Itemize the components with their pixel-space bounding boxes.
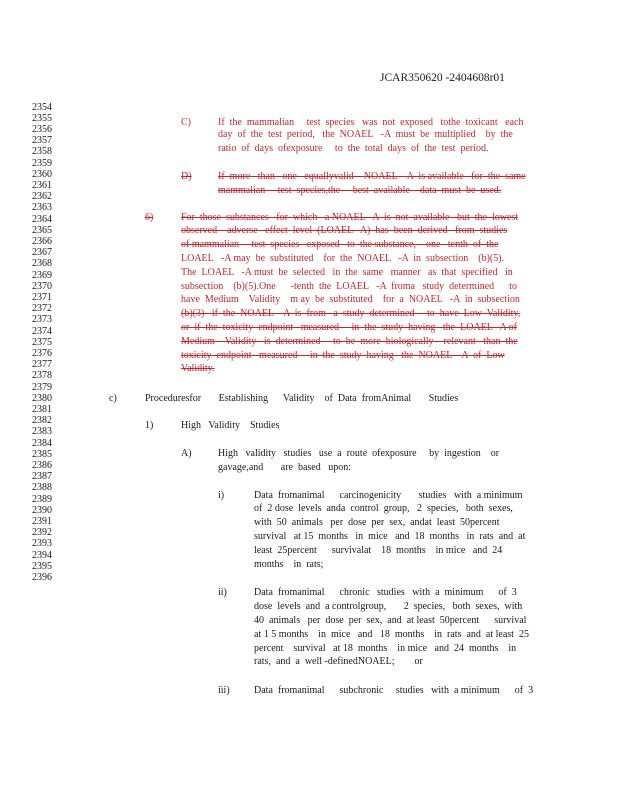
line-number: 2368 xyxy=(32,258,52,270)
line-number: 2381 xyxy=(32,403,52,415)
line-number: 2359 xyxy=(32,157,52,169)
line-number: 2374 xyxy=(32,325,52,337)
line-number: 2389 xyxy=(32,493,52,505)
item-i-line: least 25percent survivalat 18 months in mice and 24 xyxy=(254,545,503,556)
line-number: 2355 xyxy=(32,112,52,124)
line-number: 2387 xyxy=(32,471,52,483)
line-number: 2372 xyxy=(32,303,52,315)
item-i-line: survival at 15 months in mice and 18 months in rats and at xyxy=(254,531,526,542)
line-number: 2362 xyxy=(32,191,52,203)
item-ii-line: rats, and a well -definedNOAEL; or xyxy=(254,656,423,667)
line-number: 2369 xyxy=(32,269,52,281)
item-c-line: day of the test period, the NOAEL -A must be multiplied by the xyxy=(218,129,513,140)
item-i-line: of 2 dose levels anda control group, 2 species, both sexes, xyxy=(254,503,513,514)
section-c-label: c) xyxy=(109,393,117,404)
line-number: 2356 xyxy=(32,123,52,135)
item-i-line: Data fromanimal carcinogenicity studies with a minimum xyxy=(254,490,523,501)
item-c-label: C) xyxy=(181,117,191,128)
item-6-line: The LOAEL -A must be selected in the same manner as that specified in xyxy=(181,267,513,278)
item-6-line: or if the toxicity endpoint measured in the study having the LOAEL A of xyxy=(181,322,517,333)
line-number: 2379 xyxy=(32,381,52,393)
item-c-line: ratio of days ofexposure to the total days of the test period. xyxy=(218,143,489,154)
item-ii-label: ii) xyxy=(218,587,227,598)
subsection-1-label: 1) xyxy=(145,420,154,431)
line-number: 2375 xyxy=(32,336,52,348)
item-6-line: Validity. xyxy=(181,363,215,374)
line-number: 2373 xyxy=(32,314,52,326)
line-number: 2371 xyxy=(32,291,52,303)
line-number: 2391 xyxy=(32,515,52,527)
item-6-line: of mammalian test species exposed to the substance, one tenth of the xyxy=(181,239,499,250)
line-number: 2363 xyxy=(32,202,52,214)
item-ii-line: at 1 5 months in mice and 18 months in rats and at least 25 xyxy=(254,629,529,640)
line-number: 2377 xyxy=(32,359,52,371)
line-number: 2386 xyxy=(32,459,52,471)
line-number: 2382 xyxy=(32,415,52,427)
line-number: 2376 xyxy=(32,347,52,359)
item-6-line: toxicity endpoint measured in the study having the NOAEL A of Low xyxy=(181,350,505,361)
item-iii-label: iii) xyxy=(218,685,230,696)
line-number: 2366 xyxy=(32,235,52,247)
item-6-line: Medium Validity is determined to be more biologically relevant than the xyxy=(181,336,518,347)
line-number: 2358 xyxy=(32,146,52,158)
document-header: JCAR350620 -2404608r01 xyxy=(380,72,505,84)
line-number: 2370 xyxy=(32,280,52,292)
item-d-label: D) xyxy=(181,171,192,182)
line-number: 2396 xyxy=(32,571,52,583)
item-ii-line: dose levels and a controlgroup, 2 species, both sexes, with xyxy=(254,601,523,612)
item-d-line: If more than one equallyvalid NOAEL A is available for the same xyxy=(218,171,526,182)
line-number: 2364 xyxy=(32,213,52,225)
item-ii-line: 40 animals per dose per sex, and at least 50percent survival xyxy=(254,615,527,626)
line-number: 2385 xyxy=(32,448,52,460)
item-6-line: For those substances for which a NOAEL A is not available but the lowest xyxy=(181,212,519,223)
item-d-line: mammalian test species,the best available data must be used. xyxy=(218,185,502,196)
line-number: 2383 xyxy=(32,426,52,438)
item-6-line: (b)(3) if the NOAEL A is from a study determined to have Low Validity, xyxy=(181,308,521,319)
item-6-line: observed adverse effect level (LOAEL A) has been derived from studies xyxy=(181,225,508,236)
item-i-line: months in rats; xyxy=(254,559,324,570)
item-6-line: LOAEL -A may be substituted for the NOAEL -A in subsection (b)(5). xyxy=(181,253,505,264)
line-number: 2378 xyxy=(32,370,52,382)
item-iii-line: Data fromanimal subchronic studies with a minimum of 3 xyxy=(254,685,534,696)
line-number: 2365 xyxy=(32,224,52,236)
item-ii-line: Data fromanimal chronic studies with a minimum of 3 xyxy=(254,587,517,598)
subsection-a-line: High validity studies use a route ofexposure by ingestion or xyxy=(218,448,500,459)
item-6-line: have Medium Validity m ay be substituted for a NOAEL -A in subsection xyxy=(181,294,520,305)
item-i-label: i) xyxy=(218,490,225,501)
line-number: 2392 xyxy=(32,527,52,539)
line-number: 2361 xyxy=(32,179,52,191)
line-number: 2388 xyxy=(32,482,52,494)
subsection-a-label: A) xyxy=(181,448,192,459)
item-c-line: If the mammalian test species was not exposed tothe toxicant each xyxy=(218,117,524,128)
item-6-label: 6) xyxy=(145,212,154,223)
section-c-title: Proceduresfor Establishing Validity of Data fromAnimal Studies xyxy=(145,393,459,404)
line-number: 2360 xyxy=(32,168,52,180)
line-number: 2384 xyxy=(32,437,52,449)
item-6-line: subsection (b)(5).One -tenth the LOAEL -A froma study determined to xyxy=(181,281,517,292)
subsection-1-title: High Validity Studies xyxy=(181,420,280,431)
line-number: 2380 xyxy=(32,392,52,404)
line-number: 2390 xyxy=(32,504,52,516)
subsection-a-line: gavage,and are based upon: xyxy=(218,462,352,473)
line-number: 2393 xyxy=(32,538,52,550)
line-number: 2367 xyxy=(32,247,52,259)
line-number: 2354 xyxy=(32,101,52,113)
line-number: 2394 xyxy=(32,549,52,561)
line-number: 2357 xyxy=(32,135,52,147)
item-ii-line: percent survival at 18 months in mice and 24 months in xyxy=(254,643,517,654)
item-i-line: with 50 animals per dose per sex, andat least 50percent xyxy=(254,517,500,528)
line-number: 2395 xyxy=(32,560,52,572)
